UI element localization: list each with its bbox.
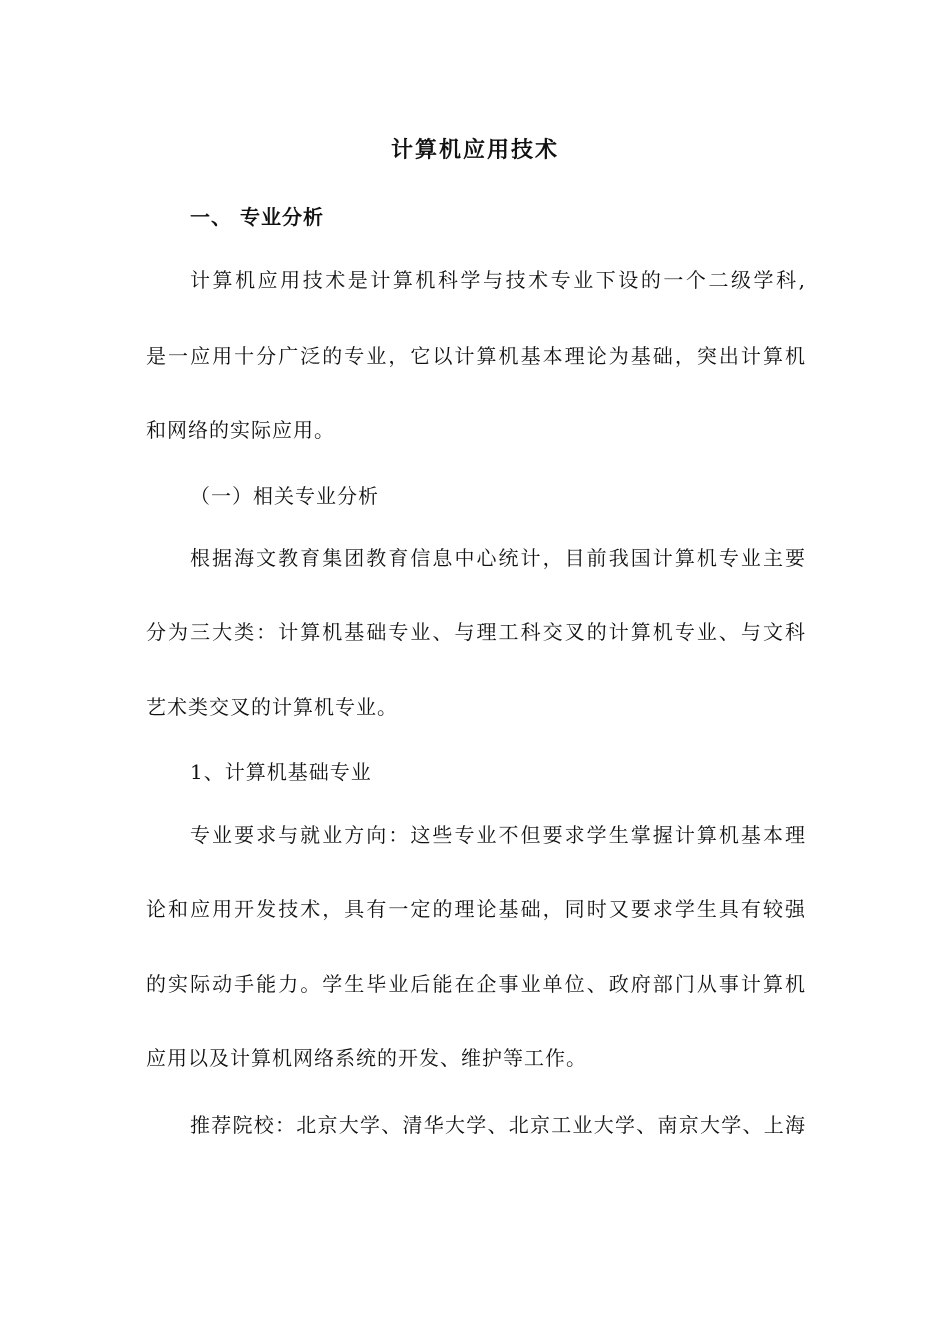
paragraph-line: 根据海文教育集团教育信息中心统计，目前我国计算机专业主要 <box>190 546 806 570</box>
item-heading: 1、计算机基础专业 <box>190 760 372 784</box>
paragraph-line: 和网络的实际应用。 <box>146 418 335 442</box>
document-title: 计算机应用技术 <box>390 137 559 163</box>
paragraph-line: 的实际动手能力。学生毕业后能在企事业单位、政府部门从事计算机 <box>146 972 806 996</box>
paragraph-line: 论和应用开发技术，具有一定的理论基础，同时又要求学生具有较强 <box>146 897 806 921</box>
paragraph-line: 艺术类交叉的计算机专业。 <box>146 695 398 719</box>
paragraph-line: 应用以及计算机网络系统的开发、维护等工作。 <box>146 1046 587 1070</box>
paragraph-line: 分为三大类：计算机基础专业、与理工科交叉的计算机专业、与文科 <box>146 620 806 644</box>
subsection-heading: （一）相关专业分析 <box>190 484 379 508</box>
paragraph-line: 是一应用十分广泛的专业，它以计算机基本理论为基础，突出计算机 <box>146 344 806 368</box>
paragraph-line: 计算机应用技术是计算机科学与技术专业下设的一个二级学科, <box>190 268 806 292</box>
section-heading: 一、 专业分析 <box>190 205 324 229</box>
paragraph-line: 专业要求与就业方向：这些专业不但要求学生掌握计算机基本理 <box>190 823 806 847</box>
paragraph-line: 推荐院校：北京大学、清华大学、北京工业大学、南京大学、上海 <box>190 1113 806 1137</box>
